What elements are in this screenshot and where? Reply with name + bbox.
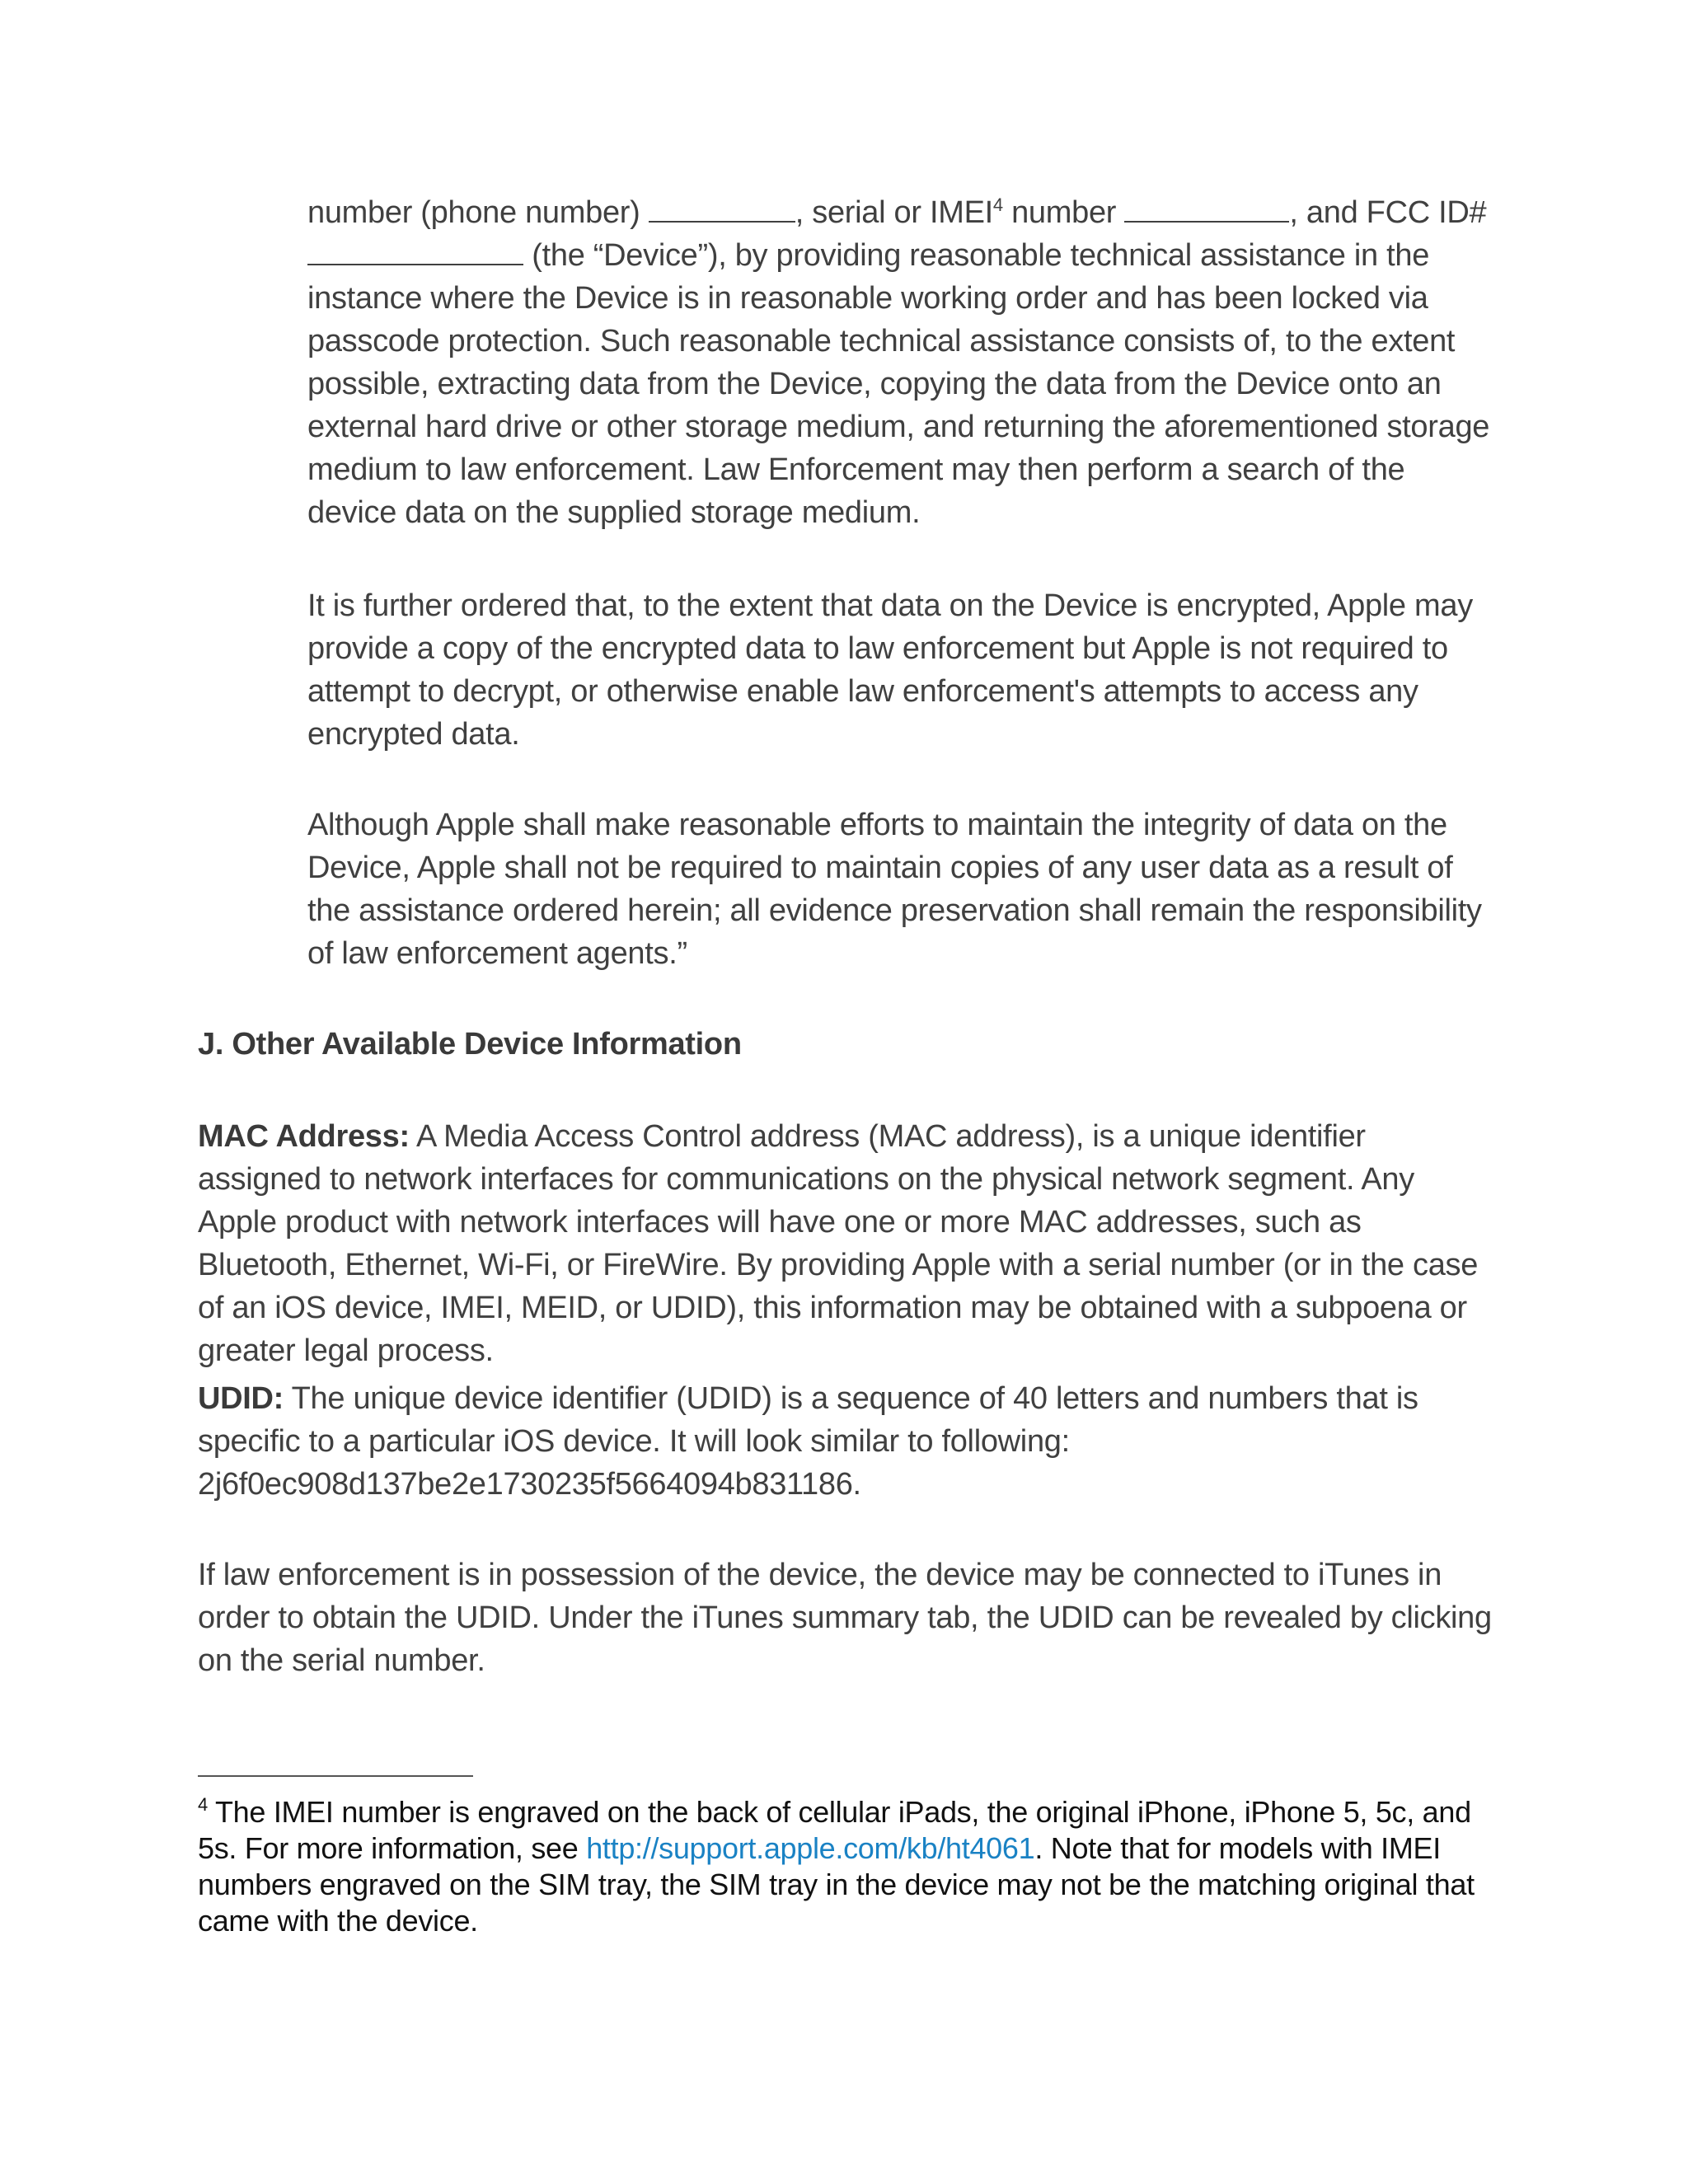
udid-example: 2j6f0ec908d137be2e1730235f5664094b831186. — [198, 1467, 861, 1502]
section-heading-block — [198, 1023, 1492, 1066]
udid-paragraph — [198, 1377, 1492, 1506]
udid-text: The unique device identifier (UDID) is a sequence of 40 letters and numbers that is specific to a particular iOS device. It will look similar to following: — [198, 1381, 1418, 1459]
order-text-c: number — [1002, 195, 1125, 230]
order-text-a: number (phone number) — [307, 195, 649, 230]
order-paragraph-3 — [307, 804, 1494, 975]
footnote — [198, 1794, 1492, 1939]
footnote-text-b: . Note that for models with IMEI numbers engraved on the SIM tray, the SIM tray in the device may not be the matching original that came with the device. — [198, 1831, 1475, 1938]
order-text-e: (the “Device”), by providing reasonable technical assistance in the instance where the Device is in reasonable working order and has been locked via passcode protection. Such reasonable technical assistance consists of, to the extent possible, extracting data from the Device, copying the data from the Device onto an external hard drive or other storage medium, and returning the aforementioned storage medium to law enforcement. Law Enforcement may then perform a search of the device data on the supplied storage medium. — [307, 238, 1490, 530]
footnote-number: 4 — [198, 1794, 208, 1815]
order-paragraph-1 — [307, 191, 1494, 534]
footnote-text-a: The IMEI number is engraved on the back of cellular iPads, the original iPhone, iPhone 5, 5c, and 5s. For more information, see — [198, 1795, 1471, 1865]
imei-number-blank — [1124, 196, 1289, 223]
order-paragraph-3-text: Although Apple shall make reasonable efforts to maintain the integrity of data on the Device, Apple shall not be required to maintain copies of any user data as a result of the assistance ordered herein; all evidence preservation shall remain the responsibility of law enforcement agents.” — [307, 808, 1482, 971]
phone-number-blank — [649, 196, 795, 223]
order-text-b: , serial or IMEI — [795, 195, 993, 230]
udid-term: UDID: — [198, 1381, 284, 1416]
itunes-paragraph-text: If law enforcement is in possession of the device, the device may be connected to iTunes in order to obtain the UDID. Under the iTunes summary tab, the UDID can be revealed by clicking on the serial number. — [198, 1558, 1492, 1678]
footnote-reference: 4 — [992, 194, 1003, 215]
mac-address-paragraph — [198, 1115, 1492, 1372]
support-link[interactable]: http://support.apple.com/kb/ht4061 — [586, 1831, 1035, 1865]
mac-address-text: A Media Access Control address (MAC address), is a unique identifier assigned to network interfaces for communications on the physical network segment. Any Apple product with network interfaces will have one or more MAC addresses, such as Bluetooth, Ethernet, Wi-Fi, or FireWire. By providing Apple with a serial number (or in the case of an iOS device, IMEI, MEID, or UDID), this information may be obtained with a subpoena or greater legal process. — [198, 1119, 1479, 1368]
order-text-d: , and FCC ID# — [1289, 195, 1487, 230]
mac-address-term: MAC Address: — [198, 1119, 410, 1154]
section-heading: J. Other Available Device Information — [198, 1027, 742, 1062]
order-paragraph-2 — [307, 584, 1494, 756]
order-paragraph-2-text: It is further ordered that, to the extent that data on the Device is encrypted, Apple may provide a copy of the encrypted data to law enforcement but Apple is not required to attempt to decrypt, or otherwise enable law enforcement's attempts to access any encrypted data. — [307, 588, 1473, 752]
footnote-divider — [198, 1775, 473, 1777]
fcc-id-blank — [307, 239, 523, 265]
itunes-paragraph — [198, 1554, 1492, 1682]
